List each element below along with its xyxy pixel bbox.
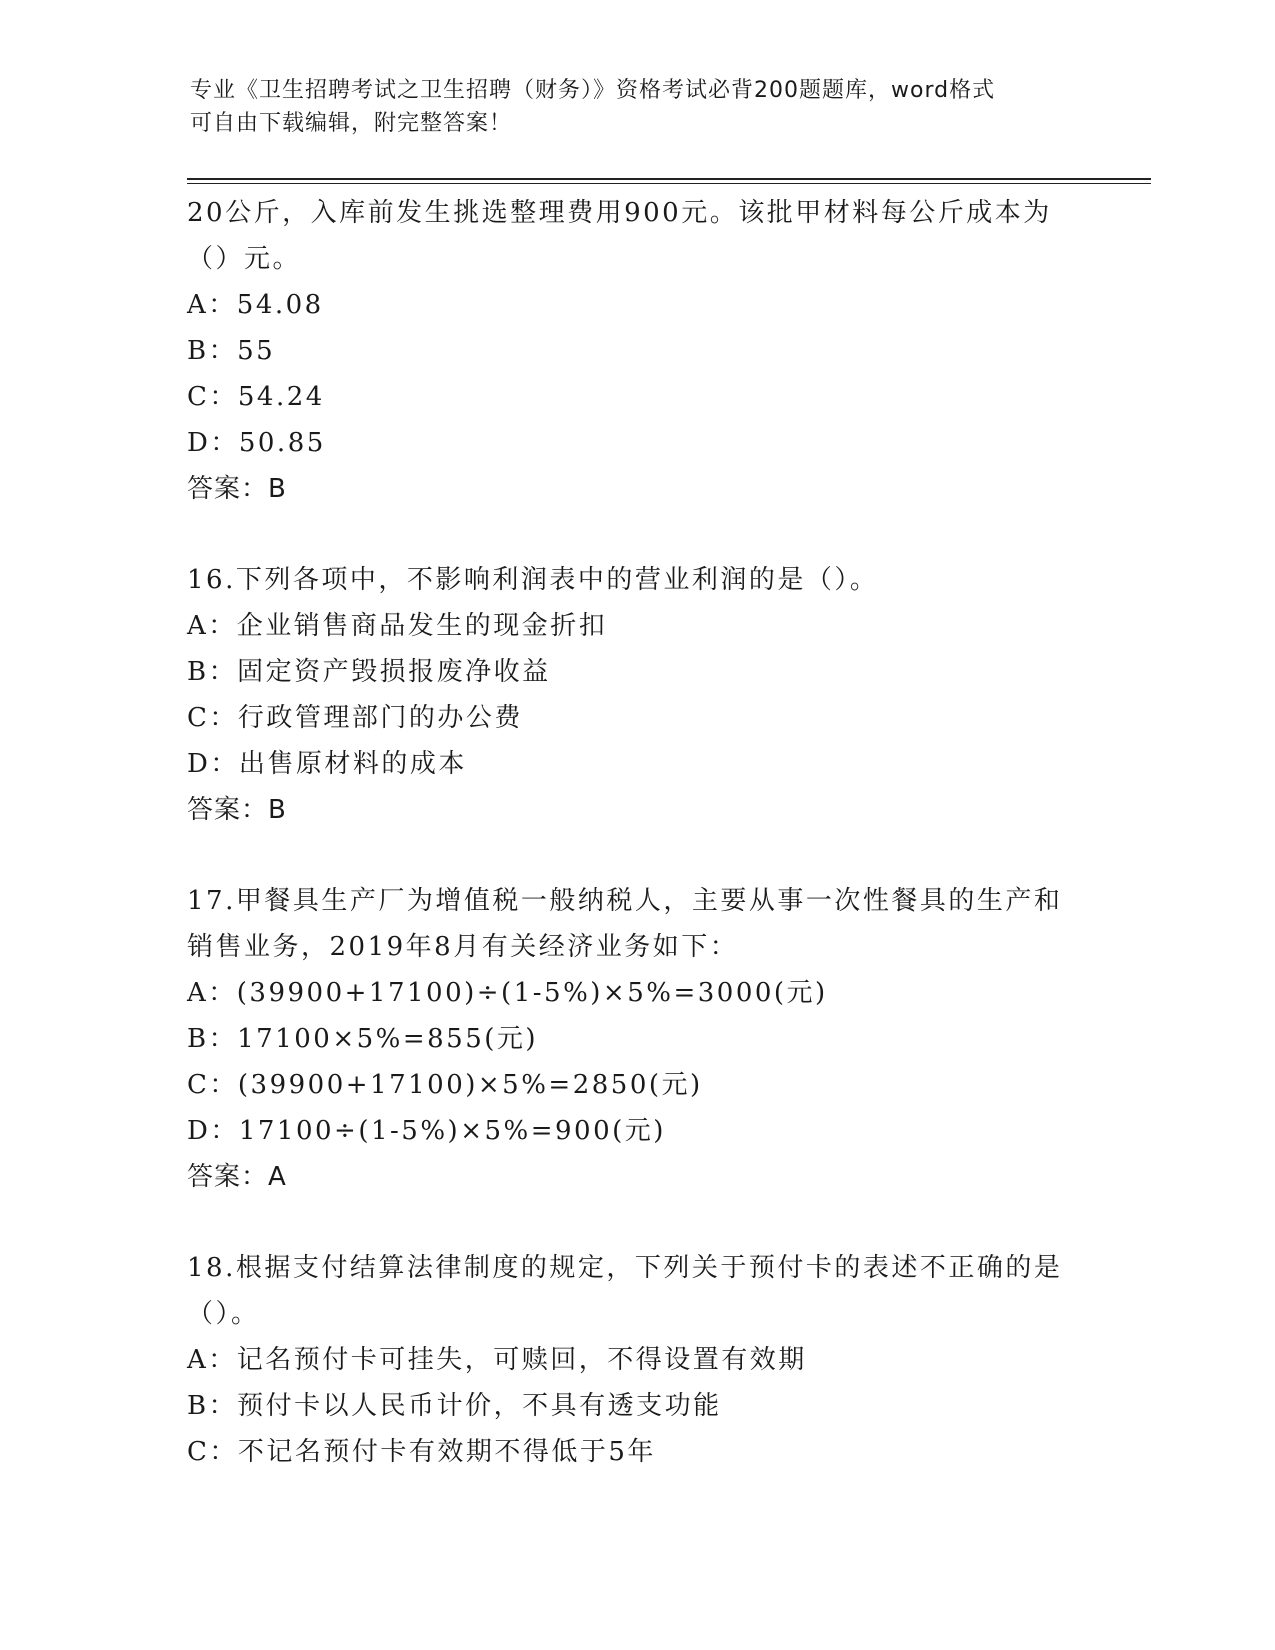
option-a: A：企业销售商品发生的现金折扣 — [187, 611, 608, 641]
option-b: B：预付卡以人民币计价，不具有透支功能 — [187, 1391, 722, 1421]
question-17 — [187, 878, 1087, 1200]
option-b: B：固定资产毁损报废净收益 — [187, 657, 551, 687]
option-d: D：50.85 — [187, 428, 326, 458]
header-line-1: 专业《卫生招聘考试之卫生招聘（财务）》资格考试必背200题题库，word格式 — [190, 78, 996, 103]
option-a: A：记名预付卡可挂失，可赎回，不得设置有效期 — [187, 1345, 807, 1375]
question-text-line: 销售业务，2019年8月有关经济业务如下： — [187, 932, 739, 962]
document-header — [190, 74, 1080, 140]
option-a: A：54.08 — [187, 290, 324, 320]
header-line-2: 可自由下载编辑，附完整答案！ — [190, 111, 513, 136]
option-c: C：(39900+17100)×5%=2850(元) — [187, 1070, 703, 1100]
answer: 答案：A — [187, 1162, 287, 1192]
document-body — [187, 190, 1087, 1475]
option-d: D：17100÷(1-5%)×5%=900(元) — [187, 1116, 666, 1146]
question-text-line: （）。 — [187, 1299, 260, 1329]
question-text-line: （）元。 — [187, 244, 302, 274]
answer: 答案：B — [187, 795, 287, 825]
option-c: C：不记名预付卡有效期不得低于5年 — [187, 1437, 656, 1467]
question-text-line: 16.下列各项中，不影响利润表中的营业利润的是（）。 — [187, 565, 879, 595]
question-18 — [187, 1245, 1087, 1475]
question-text-line: 20公斤，入库前发生挑选整理费用900元。该批甲材料每公斤成本为 — [187, 198, 1052, 228]
option-c: C：行政管理部门的办公费 — [187, 703, 523, 733]
option-b: B：17100×5%=855(元) — [187, 1024, 539, 1054]
question-15 — [187, 190, 1087, 512]
question-text-line: 17.甲餐具生产厂为增值税一般纳税人，主要从事一次性餐具的生产和 — [187, 886, 1063, 916]
option-b: B：55 — [187, 336, 276, 366]
question-16 — [187, 557, 1087, 833]
option-a: A：(39900+17100)÷(1-5%)×5%=3000(元) — [187, 978, 828, 1008]
option-c: C：54.24 — [187, 382, 325, 412]
header-rule-thick — [187, 178, 1151, 180]
header-rule-thin — [187, 183, 1151, 184]
question-text-line: 18.根据支付结算法律制度的规定，下列关于预付卡的表述不正确的是 — [187, 1253, 1063, 1283]
answer: 答案：B — [187, 474, 287, 504]
option-d: D：出售原材料的成本 — [187, 749, 467, 779]
